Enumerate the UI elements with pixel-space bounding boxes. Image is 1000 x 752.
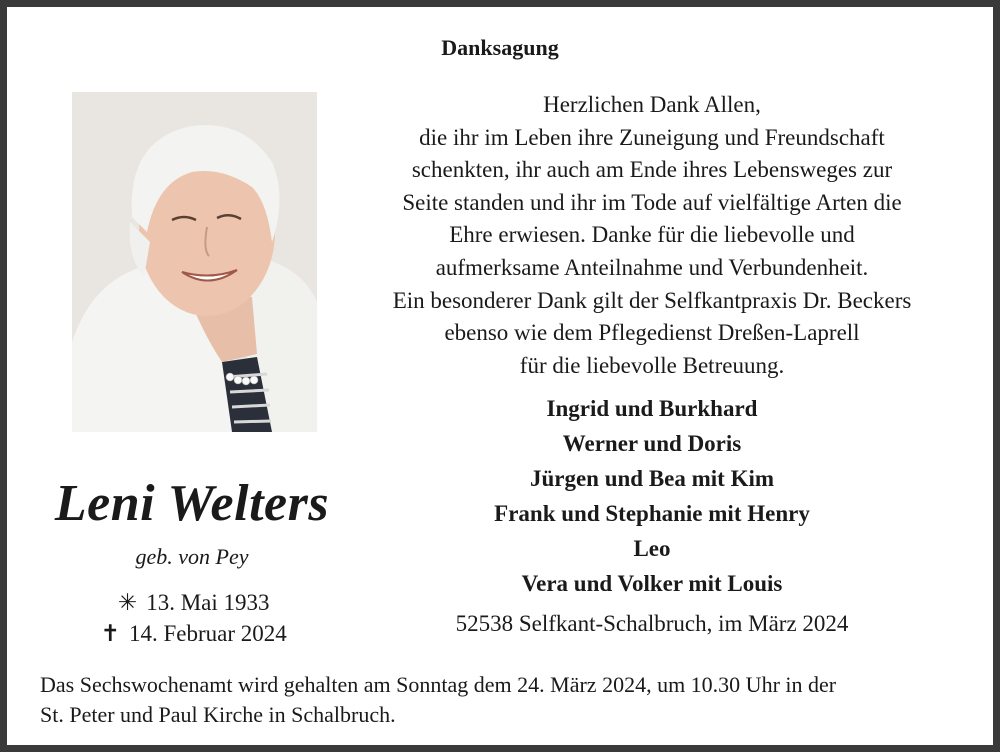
memorial-service-info [40, 670, 970, 730]
message-line: Ehre erwiesen. Danke für die liebevolle und [449, 222, 855, 248]
message-line: aufmerksame Anteilnahme und Verbundenheit. [435, 254, 869, 280]
message-line: ebenso wie dem Pflegedienst Dreßen-Laprell [444, 320, 860, 346]
death-cross-icon: ✝ [100, 621, 120, 646]
notice-body [7, 7, 993, 745]
portrait-photo [72, 92, 317, 432]
message-line: Herzlichen Dank Allen, [543, 92, 761, 117]
family-member: Jürgen und Bea mit Kim [529, 466, 775, 491]
message-line: für die liebevolle Betreuung. [519, 352, 785, 378]
life-dates [7, 587, 377, 649]
maiden-name: geb. von Pey [135, 544, 249, 569]
family-member: Frank und Stephanie mit Henry [494, 501, 810, 526]
deceased-name: Leni Welters [54, 475, 330, 532]
thank-you-message [337, 89, 967, 382]
family-signatures [337, 391, 967, 601]
place-and-date: 52538 Selfkant-Schalbruch, im März 2024 [455, 611, 849, 636]
family-member: Leo [633, 536, 671, 561]
family-member: Werner und Doris [562, 431, 742, 456]
family-member: Vera und Volker mit Louis [521, 571, 783, 596]
birth-date-row [7, 587, 377, 618]
message-line: Ein besonderer Dank gilt der Selfkantpraxis Dr. Beckers [392, 287, 912, 313]
birth-star-icon: ✳ [117, 590, 138, 615]
death-date: 14. Februar 2024 [128, 621, 287, 646]
notice-heading: Danksagung [441, 35, 559, 60]
portrait-illustration [72, 92, 317, 432]
message-line: Seite standen und ihr im Tode auf vielfältige Arten die [402, 189, 902, 215]
footer-line: Das Sechswochenamt wird gehalten am Sonntag dem 24. März 2024, um 10.30 Uhr in der [40, 672, 837, 697]
footer-line: St. Peter und Paul Kirche in Schalbruch. [40, 702, 396, 727]
birth-date: 13. Mai 1933 [146, 590, 270, 615]
message-line: schenkten, ihr auch am Ende ihres Lebensweges zur [411, 157, 893, 183]
family-member: Ingrid und Burkhard [546, 396, 758, 421]
death-date-row [7, 618, 377, 649]
message-line: die ihr im Leben ihre Zuneigung und Freundschaft [419, 124, 885, 150]
